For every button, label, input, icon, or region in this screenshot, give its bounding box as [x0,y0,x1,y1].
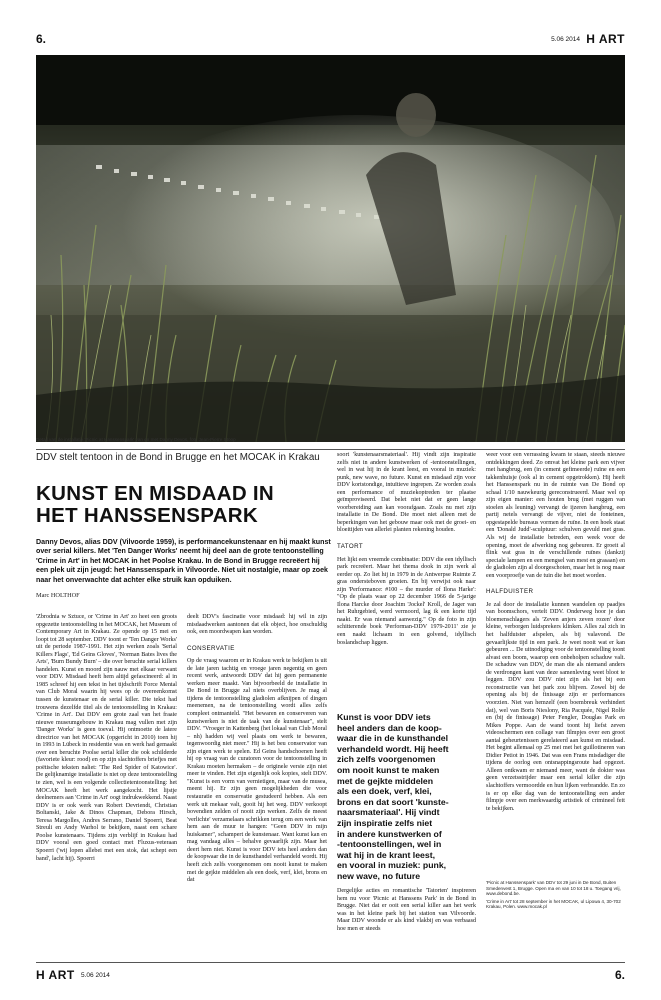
article-headline [36,483,336,527]
kicker-rule [36,449,625,450]
footnote-mocak: 'Crime in Art' tot 28 september in het MOCAK, ul Lipowa 4, 30-702 Krakau, Polen. www.mocak.pl [486,898,621,910]
pull-quote-line: als een doek, verf, klei, [337,786,432,797]
subheading-tatort: TATORT [337,543,364,551]
footer-rule [36,962,625,963]
column-3-bottom-text: Dergelijke acties en romantische 'Tatorten' inspireren hem nu voor 'Picnic at Hanssens Park' in de Bond in Brugge. Niet dat er ooit een serial killer aan het werk was in het kleine park bij het station van Vilvoorde. Maar DDV woonde er als kind vlakbij en was verbaasd hoe men er steeds [337,888,476,932]
pull-quote-line: en vooral in muziek: punk, [337,860,447,871]
pull-quote-line: zijn inspiratie zelfs niet [337,817,433,828]
pull-quote-line: zich zelfs voorgenomen [337,754,436,765]
pull-quote-line: in andere kunstwerken of [337,828,442,839]
pull-quote-line: Kunst is voor DDV iets [337,712,431,722]
photo-caption: Detail van de installatie 'Picnic at Hanssenspark' van en met Danny Devos, foto Jean-Pierre Stoop [36,437,236,442]
column-2-intro: deelt DDV's fascinatie voor misdaad: hij wil in zijn misdaadwerken aantonen dat elk object, hoe onschuldig ook, een moordwapen kan worden. [187,614,327,636]
column-3-tatort-text: Het lijkt een vreemde combinatie: DDV die een idyllisch park recreëert. Maar het thema dook in zijn werk al eerder op. Zo liet hij in 1979 in de Antwerpse Ruimte Z gras ondersteboven groeien. En bij verwijst ook naar zijn 'Performance: #100 – the murder of Ilona Harke': "Op de plaats waar op 22 december 1966 de 5-jarige Ilona Harcke door Joachim 'Jockel' Kroll, de Jager van het Ruhrgebied, werd vermoord, lag ik een korte tijd naakt. Er was niemand aanwezig." Op de foto in zijn schitterende boek 'Performan-DDV 1979-2011' zie je een naakt lichaam in een golvend, idyllisch boslandschap liggen. [337,556,476,646]
pull-quote-line: heel anders dan de koop- [337,722,442,733]
issue-date: 5.06 2014 [551,36,580,43]
pull-quote-line: naarsmateriaal'. Hij vindt [337,807,440,818]
footer-brand: H ART [36,968,75,982]
footnote-debond: 'Picnic at Hanssenspark' van DDV tot 29 juni in De Bond, Buiten Smedenvest 1, Brugge. Open ma en van 10 tot 18 u. Toegang vrij, www.debond.be. [486,880,621,897]
article-column-3-bottom [337,888,476,933]
headline-line-1: KUNST EN MISDAAD IN [36,482,275,505]
subheading-conservatie: CONSERVATIE [187,644,235,652]
column-4-text: weer voor een verrassing kwam te staan, steeds nieuwe ontdekkingen deed. Zo omvat het kleine park een vijver met hangbrug, een (in cement gefimeerde) ruïne en een takkenhuisje (ook al in cement opgetrokken). Hij heeft het Hanssenspark nu in de ruimte van De Bond op schaal 1/10 nauwkeurig gereconstrueerd. Maar wel op zijn eigen manier: een houten brug (met ruggen van stoelen als leuning) vervangt de ijzeren hangbrug, een partij netels vervangt de vijver, niet de fonteinen, opgestapelde bureaus vormen de ruïne. In een hoek staat een 'Donald Judd'-sculptuur: schulven gevuld met gras. Als wij de installatie betreden, een week voor de opening, moet de afwerking nog gebeuren. Er groeit al flink wat gras in de verschillende ruïnes (dankzij speciale lampen en een mengsel van mest en grasaan) en de gladiolen zijn al doorgeschoten, maar het is nog maar een voorproefje van de tuin die het moet worden. [486,452,625,579]
article-column-3 [337,452,476,647]
installation-photo-graphic [36,55,625,442]
pull-quote [337,712,476,882]
footer-date: 5.06 2014 [81,972,110,979]
article-column-2 [187,614,327,885]
pull-quote-line: -tentoonstellingen, wel in [337,839,442,850]
magazine-brand: H ART [586,32,625,46]
pull-quote-line: waar die in de kunsthandel [337,733,449,744]
info-footnotes [486,880,625,912]
column-4-halfduister-text: Je zal door de installatie kunnen wandelen op paadjes van boomschors, vertelt DDV. Onderweg hoor je dan bloemenschlagers als 'Zeven anjers zeven rozen' door kleine, verborgen luidsprekers klinken. Alles zal zich in het halfduister afspelen, als bij valavond. De gevaarlijkste tijd in een park. Je weet nooit wat er kan gebeuren ... De uitnodiging voor de tentoonstelling toont alvast een boom, waarop een onbeholpen schaduw valt. De schaduw van DDV, de man die als niemand anders de verdrongen kant van deze samenleving weet bloot te leggen. DDV zou DDV niet zijn als het bij een reconstructie van het park zou blijven. Zowel bij de opening als bij de finissage zijn er performances voorzien. Niet van hemzelf (een boembreuk verhindert dat), wel van Boris Nieslony, Ria Pacquée, Nigel Rolfe en (bij de finissage) Peter Fengler, Douglas Park en Mikes Poppe. Aan de wand toont hij liefst zeven videoschermen een collage van filmpjes over een groot aantal geheurtenissen gerelateerd aan kunst en misdaad. Het begint allemaal op 25 mei met het guillotineren van Didier Petiot in 1946. Dat was een Frans misdadiger die tijdens de oorlog een ontsnappingsroute had opgezet. Alleen ontkwam er niemand meer, want de dokter was geen verzetsstrijder maar een serial killer die zijn slachtoffers vermoordde en hun lijken verbrandde. En zo is er op elke dag van de tentoonstelling een ander filmpje over een merkwaardig artistiek of crimineel feit te bekijken. [486,601,625,812]
article-kicker: DDV stelt tentoon in de Bond in Brugge en het MOCAK in Krakau [36,452,320,463]
subheading-halfduister: HALFDUISTER [486,588,534,596]
pull-quote-line: brons en dat soort 'kunste- [337,796,449,807]
installation-photo [36,55,625,442]
pull-quote-line: met de gejkte middelen [337,775,434,786]
pull-quote-line: verhandeld wordt. Hij heeft [337,743,449,754]
column-2-text: Op de vraag waarom er in Krakau werk te bekijken is uit de late jaren tachtig en vroege jaren negentig en geen recent werk, antwoordt DDV dat hij geen permanente werken meer maakt. Van bijvoorbeeld de installatie in De Bond in Brugge zal niets overblijven. Je mag al tijdens de tentoonstelling gladiolen afknijpen of dingen meenemen, na de tentoonstelling wordt alles zelfs compleet ontmanteld. "Het bewaren en conserveren van kunstwerken is niet de taak van de kunstenaar", stelt DDV. "Vroeger in Kattenberg (het lokaal van Club Moral – nh) hadden wij veel plaats om werk te bewaren, tegenwoordig niet meer." Hij is het beu conservator van zijn eigen werk te spelen. Ed Geins handschoenen heeft hij op vraag van de curatoren voor de tentoonstelling in Krakau moeten hermaken – de originele versie zijn niet meer te vinden. Het zijn eigenlijk ook kopies, stelt DDV. "Kunst is een vorm van vernietigen, maar van de musea, meent hij. Er zijn geen mogelijkheden die voor restauratie en conservatie gestudeerd hebben. Als een werk uit mekaar valt, gooit hij het weg. DDV verkoopt bovendien zelden of nooit zijn werken. Zelfs de meest 'verlichte' verzamelaars schrikken terug om een werk van hem aan de muur te hangen: "Geen DDV in mijn huiskamer", schampert de kunstenaar. Want kunst kan en mag vandaag alles – behalve gevaarlijk zijn. Maar het deert hem niet. Kunst is voor DDV iets heel anders dan de koopwaar die in de kunsthandel verhandeld wordt. Hij heeft zich zelfs voorgenomen om nooit kunst te maken met de gejkte middelen als een doek, verf, klei, brons en dat [187,658,327,884]
headline-line-2: HET HANSSENSPARK [36,504,258,527]
pull-quote-line: wat hij in de krant leest, [337,849,436,860]
article-column-1 [36,614,177,863]
article-lead: Danny Devos, alias DDV (Vilvoorde 1959), is performancekunstenaar en hij maakt kunst over serial killers. Met 'Ten Danger Works' neemt hij deel aan de grote tentoonstelling 'Crime in Art' in het MOCAK in het Poolse Krakau. In de Bond in Brugge recreëert hij een plek uit zijn jeugd: het Hanssenspark in Vilvoorde. Niet uit nostalgie, maar op zoek naar het onverwachte dat achter elke struik kan opduiken. [36,538,331,584]
page-number: 6. [36,32,47,46]
pull-quote-line: om nooit kunst te maken [337,764,440,775]
article-column-4 [486,452,625,813]
column-3-text: soort 'kunstenaarsmateriaal'. Hij vindt zijn inspiratie zelfs niet in andere kunstwerken of -tentoonstellingen, wel in wat hij in de krant leest, en vooral in muziek: punk, new wave, no future. Kunst en misdaad zijn voor DDV kortstondige, intuïtieve ingrepen. Ze worden zoals een performance of muziekoptreden ter plaatse geïmproviseerd. Dat belet niet dat er geen lange voorbereiding aan kan voorafgaan. Zoals nu met zijn installatie in De Bond. Die moet niet alleen met de beperkingen van het gebouw maar ook met de groei- en bloeitijden van allerlei planten rekening houden. [337,452,476,534]
footer-page-number: 6. [614,968,625,982]
pull-quote-line: new wave, no future [337,870,421,881]
article-byline: Marc HOLTHOF [36,592,80,599]
column-1-text: 'Zbrodnia w Sztuce, or 'Crime in Art' zo heet een groots opgezette tentoonstelling in het MOCAK, het Museum of Contemporary Art in Krakau. Ze opende op 15 mei en loopt tot 28 september. DDV toont er 'Ten Danger Works' uit de periode 1987-1991. Het zijn werken zoals 'Serial Killers Flags', 'Ed Geins Gloves', 'Norman Bates lives the Arts', 'Burn Bundy Burn' – die over beruchte serial killers handelen. Kunst en moord zijn nauw met elkaar verwant voor DDV. Misdaad heeft hem altijd gefascineerd: al in 1985 schreef hij een tekst in het tijdschrift Force Mental van Club Moral waarin hij wees op de overeenkomst tussen de kunstenaar en de serial killer. Die tekst had trouwens dezelfde titel als de tentoonstelling in Krakau: 'Crime in Art'. Dat DDV een grote zaal van het fraaie nieuwe museumgebouw in Krakau mag vullen met zijn 'Danger Works' is geen toeval. Hij ontmoette de latere directrice van het MOCAK (opgericht in 2010) toen hij in 1993 in Lübeck in residentie was en werk had gemaakt over een beruchte Poolse serial killer die ook schilderde (favoriete kleur: rood) en op zijn slachtoffers briefjes met poëtische teksten naliet: 'The Red Spider of Katowice'. De gelijknamige installatie is niet op deze tentoonstelling te zien, wel is een volgende collectietentoonstelling: het MOCAK heeft het werk aangekocht. Het lijstje deelnemers aan 'Crime in Art' oogt indrukwekkend. Naast DDV is er ook werk van Robert Devriendt, Christian Boltanski, Jake & Dinos Chapman, Debora Hirsch, Teresa Margolles, Andres Serrano, Daniel Spoerri, Beat Streuli en Andy Warhol te bekijken, naast een schare Poolse kunstenaars. Tijdens zijn verblijf in Krakau had DDV vooral een goed contact met Fluxus-veteraan Spoerri ('wij lopen allebei met een stok, dat schept een band', lacht hij). Spoerri [36,614,177,862]
